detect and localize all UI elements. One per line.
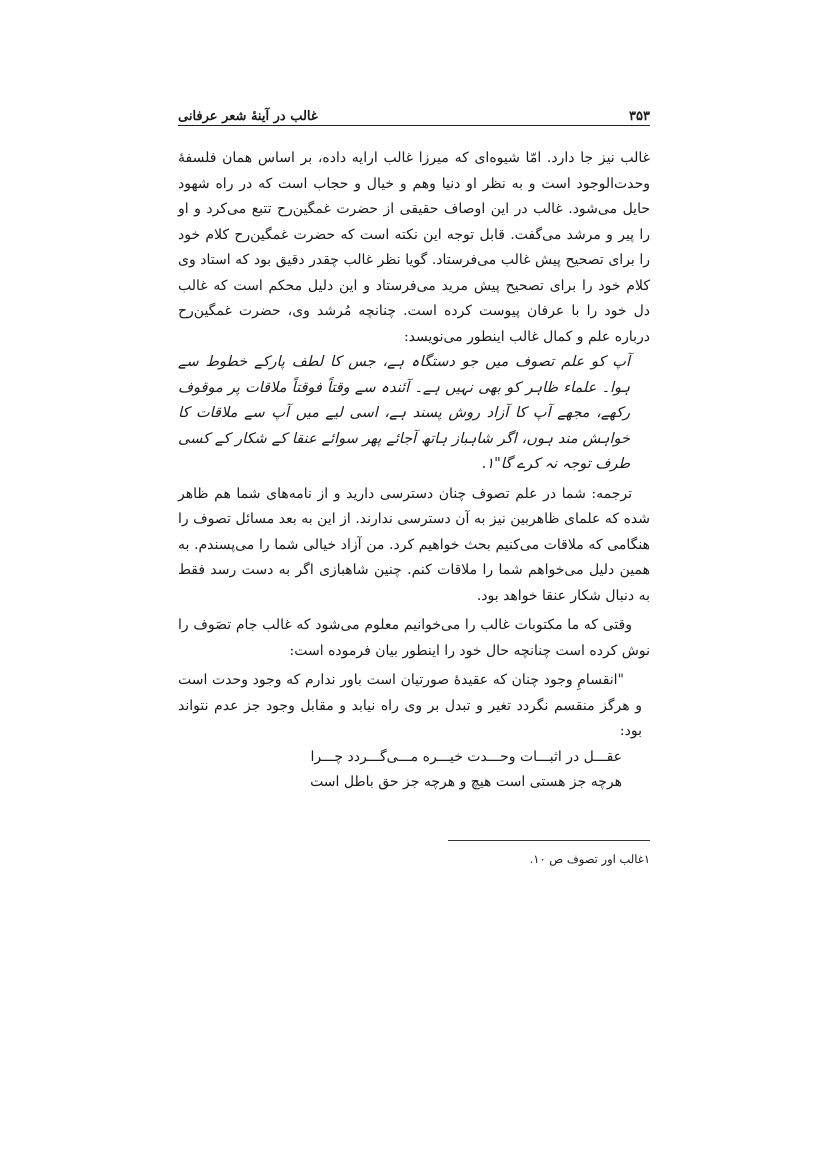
paragraph-3: وقتی که ما مکتوبات غالب را می‌خوانیم معلوم می‌شود که غالب جام تصَوف را نوش کرده است چنانچه حال خود را اینطور بیان فرموده است:: [178, 617, 650, 659]
page-number: ۳۵۳: [629, 109, 650, 124]
footnote-rule: [448, 840, 650, 841]
persian-quote: "انقسامِ وجود چنان که عقیدهٔ صورتیان است باور ندارم که وجود وحدت است و هرگز منقسم نگردد تغیر و تبدل بر وی راه نیابد و مقابل وجود جز عدم نتواند بود:: [178, 672, 642, 739]
verse-line-1: عقـــل در اثبـــات وحـــدت خیـــره مـــی‌گـــردد چـــرا: [310, 748, 622, 765]
verse-line-2: هرچه جز هستی است هیچ و هرچه جز حق باطل است: [310, 774, 622, 790]
running-header: [178, 100, 650, 124]
running-title: غالب در آینهٔ شعر عرفانی: [178, 109, 318, 124]
header-rule: [178, 125, 650, 126]
footnote: ۱غالب اور تصوف ص ۱۰.: [529, 852, 650, 866]
body-text: [178, 146, 650, 796]
paragraph-1: غالب نیز جا دارد. امّا شیوه‌ای که میرزا غالب ارایه داده، بر اساس همان فلسفهٔ وحدت‌الوجود است و به نظر او دنیا وهم و خیال و حجاب است که در راه شهود حایل می‌شود. غالب در این اوصاف حقیقی از حضرت غمگین‌رح تتبع می‌کرد و او را پیر و مرشد می‌گفت. قابل توجه این نکته است که حضرت غمگین‌رح کلام خود را برای تصحیح پیش غالب می‌فرستاد. گویا نظر غالب چقدر دقیق بود که استاد وی کلام خود را برای تصحیح پیش مرید می‌فرستاد و این دلیل محکم است که غالب دل خود را با عرفان پیوست کرده است. چنانچه مُرشد وی، حضرت غمگین‌رح درباره علم و کمال غالب اینطور می‌نویسد:: [178, 150, 650, 345]
urdu-quote: آپ کو علم تصوف میں جو دستگاہ ہے، جس کا لطف پارکے خطوط سے ہوا۔ علماء ظاہر کو بھی نہیں ہے۔ آئندہ سے وقتاً فوقتاً ملاقات پر موقوف رکھے، مجھے آپ کا آزاد روش پسند ہے، اسی لیے میں آپ سے ملاقات کا خواہش مند ہوں، اگر شاہباز ہاتھ آجائے پھر سوائے عنقا کے شکار کے کسی طرف توجہ نہ کرے گا"۱.: [178, 354, 630, 472]
translation-paragraph: ترجمه: شما در علم تصوف چنان دسترسی دارید و از نامه‌های شما هم ظاهر شده که علمای ظاهربین نیز به آن دسترسی ندارند. از این به بعد مسائل تصوف را هنگامی که ملاقات می‌کنیم بحث خواهیم کرد. من آزاد خیالی شما را می‌پسندم. به همین دلیل می‌خواهم شما را ملاقات کنم. چنین شاهبازی اگر به دست رسد فقط به دنبال شکار عنقا خواهد بود.: [178, 485, 650, 604]
